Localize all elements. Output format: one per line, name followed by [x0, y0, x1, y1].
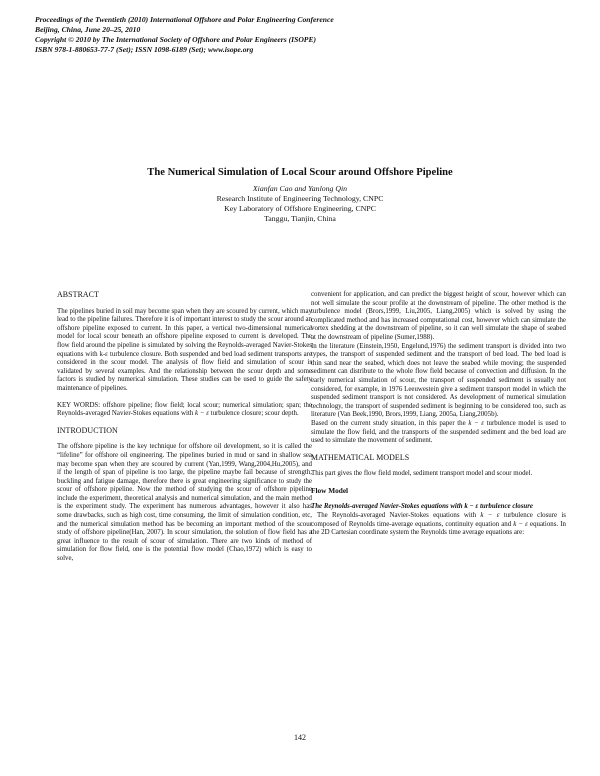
rans-subheading [311, 503, 566, 512]
header-line-copyright: Copyright © 2010 by The International Society of Offshore and Polar Engineers (ISOPE) [35, 34, 317, 44]
keywords-text: offshore pipeline; flow field; local scour; numerical simulation; span; the Reynolds-averaged Navier-Stokes equations with [57, 401, 312, 418]
left-column [57, 291, 312, 564]
paragraph-text: turbulence model is used to simulate the flow field, and the transports of the suspended sediment and the bed load are used to simulate the movement of sediment. [311, 419, 566, 445]
affiliation-line: Research Institute of Engineering Technology, CNPC [216, 194, 384, 204]
paragraph: This part gives the flow field model, sediment transport model and scour model. [311, 470, 533, 478]
paragraph-text: equations. In the 2D Cartesian coordinate system the Reynolds time average equations are: [311, 520, 566, 537]
author-names: Xianfan Cao and Yanlong Qin [252, 184, 348, 193]
introduction-text: The offshore pipeline is the key technique for offshore oil development, so it is called the “lifeline” for offshore oil engineering. The pipelines buried in mud or sand in shallow sea may become span when they are scoured by current (Yan,1999, Wang,2004,Hu,2005), and if the length of span of pipeline is too large, the pipeline maybe fail because of strength, buckling and fatigue damage, therefore there is great engineering significance to study the scour of offshore pipeline. Now the method of studying the scour of offshore pipeline include the experiment, theoretical analysis and numerical simulation, and the main method is the experiment study. The experiment has numerous advantages, however it also has some drawbacks, such as high cost, time consuming, the limit of simulation condition, etc, and the numerical simulation method has be becoming an important method of the scour study of offshore pipeline(Han, 2007). In scour simulation, the solution of flow field has a great influence to the result of scour of simulation. There are two kinds of method of simulation for flow field, one is the potential flow model (Chao,1972) which is easy to solve, [57, 443, 312, 563]
header-line-proceedings: Proceedings of the Twentieth (2010) International Offshore and Polar Engineering Conference [35, 15, 334, 24]
flow-model-heading: Flow Model [311, 485, 349, 495]
right-column [311, 291, 566, 538]
paragraph: convenient for application, and can predict the biggest height of scour, however which can not well simulate the scour profile at the downstream of pipeline. The other method is the turbulence model (Brors,1999, Liu,2005, Liang,2005) which is solved by using the complicated method and has increased computational cost, however which can simulate the vortex shedding at the downstream of pipeline, so it can well simulate the shape of seabed at the downstream of pipeline (Sumer,1988). [311, 291, 566, 341]
header-line-isbn: ISBN 978-1-880653-77-7 (Set); ISSN 1098-6189 (Set); www.isope.org [35, 44, 254, 54]
introduction-heading: INTRODUCTION [57, 425, 118, 435]
math-symbol: k − ε [464, 503, 479, 511]
paragraph-text: turbulence closure is composed of Reynolds time-average equations, continuity equation and [311, 512, 566, 528]
paper-title: The Numerical Simulation of Local Scour around Offshore Pipeline [147, 167, 453, 178]
conference-header [35, 15, 575, 55]
paragraph-text: The Reynolds-averaged Navier-Stokes equations with [317, 512, 477, 520]
keywords [57, 402, 312, 419]
paragraph [311, 512, 566, 538]
math-symbol: k − ε [195, 410, 209, 418]
affiliation-line: Key Laboratory of Offshore Engineering, CNPC [224, 204, 376, 214]
affiliation-line: Tanggu, Tianjin, China [264, 214, 336, 224]
page-number: 142 [294, 733, 306, 742]
math-symbol: k − ε [513, 520, 528, 528]
keywords-label: KEY WORDS: [57, 401, 101, 409]
math-symbol: k − ε [468, 419, 484, 427]
abstract-text: The pipelines buried in soil may become span when they are scoured by current, which may lead to the pipeline failures. Therefore it is of important interest to study the scour around an offshore pipeline exposed to current. In this paper, a vertical two-dimensional numerical model for local scour beneath an offshore pipeline exposed to current is developed. The flow field around the pipeline is simulated by solving the Reynolds-averaged Navier-Stokes equations with k-ε turbulence closure. Both suspended and bed load sediment transports are considered in the scour model. The analysis of flow field and simulation of scour is validated by several examples. And the relationship between the scour depth and some factors is studied by numerical simulation. These studies can be used to guide the safety maintenance of pipelines. [57, 307, 312, 392]
author-block [0, 184, 600, 224]
paragraph: In the literature (Einstein,1950, Engelund,1976) the sediment transport is divided into two types, the transport of suspended sediment and the transport of bed load. The bed load is thin sand near the seabed, which does not leave the seabed while moving; the suspended sediment can distribute to the whole flow field because of convection and diffusion. In the early numerical simulation of scour, the transport of suspended sediment is usually not considered, for example, in 1976 Leeuwestein give a sediment transport model in which the suspended sediment transport is not considered. As development of numerical simulation technology, the transport of suspended sediment is beginning to be considered too, such as literature (Van Beek,1990, Brors,1999, Liang, 2005a, Liang,2005b). [311, 342, 566, 419]
paragraph-text: Based on the current study situation, in this paper the [311, 419, 466, 427]
keywords-tail: turbulence closure; scour depth. [210, 410, 299, 418]
subheading-text: turbulence closure [479, 503, 533, 511]
mathematical-models-heading: MATHEMATICAL MODELS [311, 452, 410, 462]
math-symbol: k − ε [480, 512, 500, 520]
abstract-heading: ABSTRACT [57, 290, 100, 299]
subheading-text: The Reynolds-averaged Navier-Stokes equations with [311, 503, 463, 511]
paragraph [311, 420, 566, 446]
header-line-location: Beijing, China, June 20–25, 2010 [35, 24, 141, 34]
